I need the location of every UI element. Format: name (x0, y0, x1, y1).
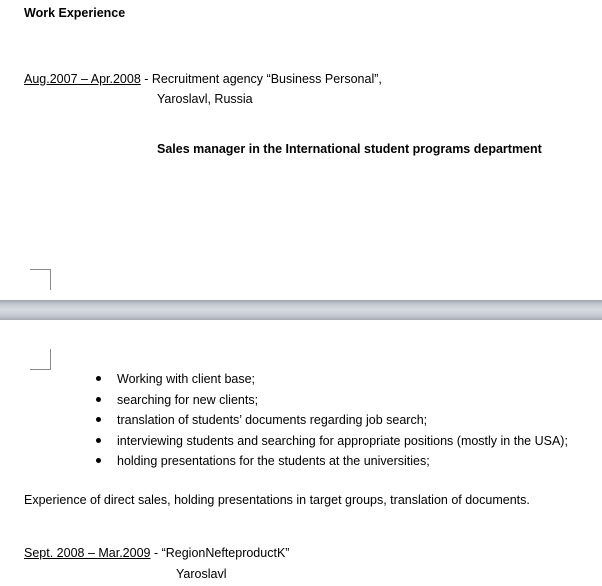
bullet-icon (96, 397, 101, 402)
list-item (96, 392, 568, 413)
list-item-text: Working with client base; (117, 372, 256, 386)
job1-position: Sales manager in the International student programs department (157, 142, 542, 156)
job2-period: Sept. 2008 – Mar.2009 (24, 546, 151, 560)
job2-location: Yaroslavl (176, 567, 227, 581)
job1-line (24, 71, 382, 87)
job2-company: “RegionNefteproductK” (161, 546, 290, 560)
page-break-gap[interactable] (0, 300, 602, 320)
job2-line (24, 545, 289, 561)
text-boundary-mark (30, 269, 51, 290)
section-heading: Work Experience (24, 6, 126, 20)
job1-company: Recruitment agency “Business Personal”, (151, 72, 382, 86)
bullet-icon (96, 417, 101, 422)
list-item (96, 371, 568, 392)
list-item-text: translation of students’ documents regarding job search; (117, 413, 428, 428)
job1-location: Yaroslavl, Russia (157, 92, 253, 106)
list-item-text: interviewing students and searching for appropriate positions (mostly in the USA); (117, 433, 568, 448)
duties-list (96, 371, 568, 474)
bullet-icon (96, 376, 101, 381)
bullet-icon (96, 458, 101, 463)
experience-summary: Experience of direct sales, holding presentations in target groups, translation of documents. (24, 493, 530, 507)
list-item (96, 433, 568, 454)
list-item (96, 453, 568, 474)
list-item (96, 412, 568, 433)
bullet-icon (96, 438, 101, 443)
text-boundary-mark (30, 349, 51, 370)
job2-separator: - (150, 546, 162, 560)
job1-separator: - (140, 72, 152, 86)
job1-period: Aug.2007 – Apr.2008 (24, 72, 141, 86)
list-item-text: searching for new clients; (117, 392, 259, 407)
list-item-text: holding presentations for the students at the universities; (117, 454, 430, 469)
